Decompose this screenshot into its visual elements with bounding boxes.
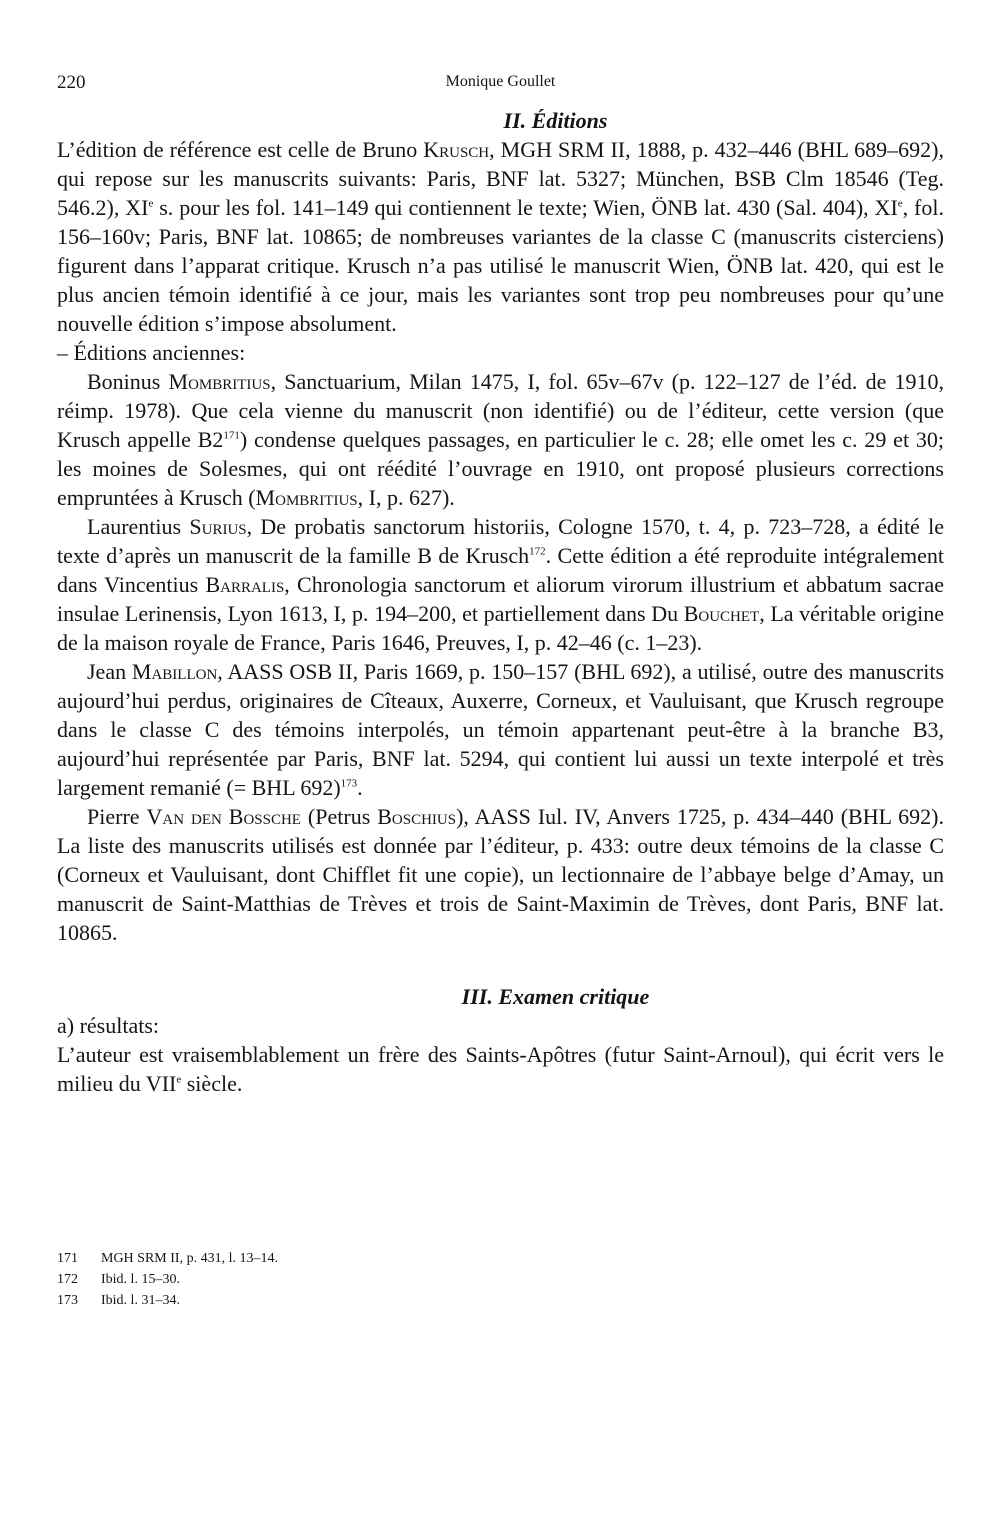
- footnote-ref-173[interactable]: 173: [340, 777, 358, 790]
- section-heading-examen-critique: III. Examen critique: [461, 984, 650, 1009]
- superscript-e: e: [176, 1073, 182, 1086]
- footnote-number: 171: [57, 1251, 78, 1266]
- footnote-ref-172[interactable]: 172: [529, 545, 546, 558]
- page-number: 220: [57, 72, 86, 93]
- paragraph-surius: Laurentius Surius, De probatis sanctorum historiis, Cologne 1570, t. 4, p. 723–728, a édité le texte d’après un manuscrit de la famille B de Krusch$^{172}$. Cette édition a été reproduite intégralement dans Vincentius Barralis, Chronologia sanctorum et aliorum virorum illustrium et abbatum sacrae insulae Lerinensis, Lyon 1613, I, p. 194–200, et partiellement dans Du Bouchet, La véritable origine de la maison royale de France, Paris 1646, Preuves, I, p. 42–46 (c. 1–23).: [57, 514, 944, 655]
- footnote-text: Ibid. l. 15–30.: [101, 1272, 180, 1287]
- footnote-text: MGH SRM II, p. 431, l. 13–14.: [101, 1251, 278, 1266]
- section-heading-editions: II. Éditions: [503, 108, 608, 133]
- author-name-mabillon: Mabillon: [131, 659, 218, 684]
- author-name-boschius: Boschius: [377, 804, 457, 829]
- author-name-bouchet: Bouchet: [683, 601, 760, 626]
- author-name-krusch: Krusch: [423, 137, 490, 162]
- section-spacer: [57, 947, 944, 982]
- footnote-text: Ibid. l. 31–34.: [101, 1293, 180, 1308]
- author-name-surius: Surius: [189, 514, 247, 539]
- author-name-mombritius: Mombritius: [255, 485, 358, 510]
- subsection-label-resultats: a) résultats:: [57, 1013, 160, 1038]
- author-name-barralis: Barralis: [205, 572, 285, 597]
- paragraph-mabillon: Jean Mabillon, AASS OSB II, Paris 1669, p. 150–157 (BHL 692), a utilisé, outre des manuscrits aujourd’hui perdus, originaires de Cîteaux, Auxerre, Corneux, et Vauluisant, que Krusch regroupe dans le classe C des témoins interpolés, un témoin appartenant peut-être à la branche B3, aujourd’hui représentée par Paris, BNF lat. 5294, qui contient lui aussi un texte interpolé et très largement remanié (= BHL 692)$^{173}$.: [57, 659, 945, 800]
- paragraph-resultats: L’auteur est vraisemblablement un frère des Saints-Apôtres (futur Saint-Arnoul), qui écrit vers le milieu du VIIe siècle.: [57, 1042, 944, 1096]
- footnote-number: 172: [57, 1272, 78, 1287]
- notes-spacer: [57, 1098, 944, 1248]
- author-name-mombritius: Mombritius: [168, 369, 271, 394]
- footnotes: [57, 1248, 944, 1311]
- book-page: [57, 72, 944, 1311]
- footnote-172: [57, 1269, 944, 1290]
- footnote-171: [57, 1248, 944, 1269]
- old-editions-label: – Éditions anciennes:: [57, 340, 246, 365]
- author-name-van-den-bossche: Van den Bossche: [146, 804, 301, 829]
- paragraph-mombritius: Boninus Mombritius, Sanctuarium, Milan 1475, I, fol. 65v–67v (p. 122–127 de l’éd. de 1910, réimp. 1978). Que cela vienne du manuscrit (non identifié) ou de l’éditeur, cette version (que Krusch appelle $B2^{171}$) condense quelques passages, en particulier le c. 28; elle omet les c. 29 et 30; les moines de Solesmes, qui ont réédité l’ouvrage en 1910, ont proposé plusieurs corrections empruntées à Krusch (Mombritius, I, p. 627).: [57, 369, 944, 510]
- running-head: [57, 72, 944, 106]
- footnote-173: [57, 1290, 944, 1311]
- paragraph-van-den-bossche: Pierre Van den Bossche (Petrus Boschius), AASS Iul. IV, Anvers 1725, p. 434–440 (BHL 692). La liste des manuscrits utilisés est donnée par l’éditeur, p. 433: outre deux témoins de la classe C (Corneux et Vauluisant, dont Chifflet fit une copie), un lectionnaire de l’abbaye belge d’Amay, un manuscrit de Saint-Matthias de Trèves et trois de Saint-Maximin de Trèves, dont Paris, BNF lat. 10865.: [57, 804, 945, 945]
- superscript-e: e: [897, 197, 903, 210]
- paragraph-reference-edition: L’édition de référence est celle de Bruno Krusch, MGH SRM II, 1888, p. 432–446 (BHL 689–692), qui repose sur les manuscrits suivants: Paris, BNF lat. 5327; München, BSB Clm 18546 (Teg. 546.2), XIe s. pour les fol. 141–149 qui contiennent le texte; Wien, ÖNB lat. 430 (Sal. 404), XIe, fol. 156–160v; Paris, BNF lat. 10865; de nombreuses variantes de la classe C (manuscrits cisterciens) figurent dans l’apparat critique. Krusch n’a pas utilisé le manuscrit Wien, ÖNB lat. 420, qui est le plus ancien témoin identifié à ce jour, mais les variantes sont trop peu nombreuses pour qu’une nouvelle édition s’impose absolument.: [57, 137, 945, 336]
- superscript-e: e: [148, 197, 154, 210]
- footnote-ref-171[interactable]: 171: [223, 429, 240, 442]
- running-title: Monique Goullet: [445, 73, 556, 90]
- footnote-number: 173: [57, 1293, 78, 1308]
